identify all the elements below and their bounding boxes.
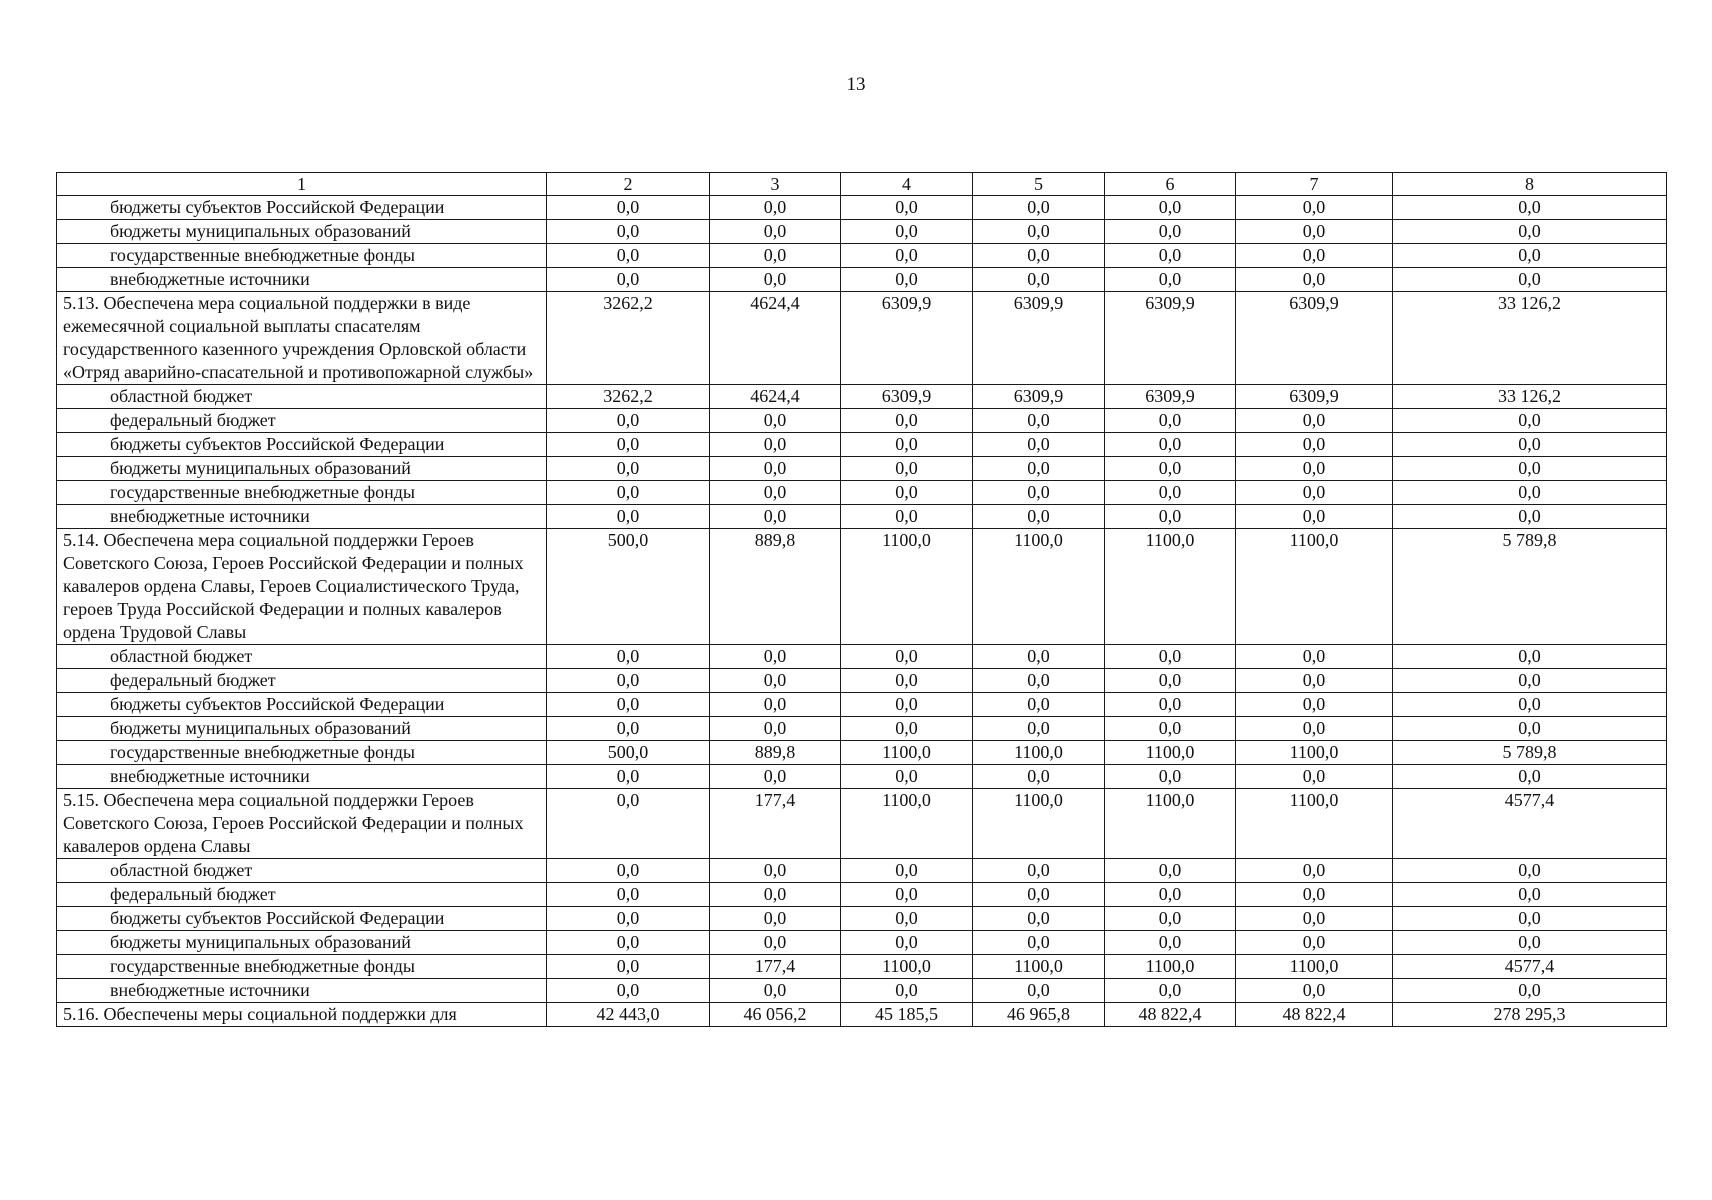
value-cell: 1100,0: [973, 789, 1105, 859]
value-cell: 0,0: [973, 220, 1105, 244]
value-cell: 0,0: [1236, 645, 1393, 669]
value-cell: 0,0: [1236, 433, 1393, 457]
column-number-row: [57, 173, 1667, 196]
value-cell: 0,0: [841, 907, 973, 931]
value-cell: 0,0: [1105, 883, 1236, 907]
value-cell: 0,0: [1105, 979, 1236, 1003]
funding-source-row: [57, 669, 1667, 693]
funding-source-row: [57, 717, 1667, 741]
value-cell: 0,0: [1236, 409, 1393, 433]
value-cell: 0,0: [841, 220, 973, 244]
value-cell: 0,0: [1393, 433, 1667, 457]
value-cell: 0,0: [547, 457, 710, 481]
column-number-cell: 8: [1393, 173, 1667, 196]
value-cell: 0,0: [710, 669, 841, 693]
value-cell: 0,0: [547, 268, 710, 292]
value-cell: 177,4: [710, 955, 841, 979]
value-cell: 0,0: [710, 765, 841, 789]
value-cell: 1100,0: [841, 741, 973, 765]
value-cell: 0,0: [547, 883, 710, 907]
value-cell: 0,0: [1236, 883, 1393, 907]
value-cell: 0,0: [1236, 244, 1393, 268]
value-cell: 0,0: [1236, 765, 1393, 789]
value-cell: 0,0: [1393, 645, 1667, 669]
funding-source-label: государственные внебюджетные фонды: [57, 244, 547, 268]
value-cell: 0,0: [973, 268, 1105, 292]
value-cell: 889,8: [710, 741, 841, 765]
value-cell: 0,0: [1393, 717, 1667, 741]
value-cell: 0,0: [841, 481, 973, 505]
value-cell: 0,0: [841, 765, 973, 789]
value-cell: 0,0: [1393, 220, 1667, 244]
value-cell: 0,0: [710, 645, 841, 669]
value-cell: 0,0: [1105, 505, 1236, 529]
funding-source-label: государственные внебюджетные фонды: [57, 955, 547, 979]
value-cell: 0,0: [1105, 693, 1236, 717]
measure-description: 5.14. Обеспечена мера социальной поддержки Героев Советского Союза, Героев Российской Федерации и полных кавалеров ордена Славы, Героев Социалистического Труда, героев Труда Российской Федерации и полных кавалеров ордена Трудовой Славы: [57, 529, 547, 645]
value-cell: 0,0: [710, 979, 841, 1003]
value-cell: 1100,0: [973, 955, 1105, 979]
value-cell: 0,0: [1105, 409, 1236, 433]
value-cell: 0,0: [1393, 196, 1667, 220]
value-cell: 0,0: [841, 717, 973, 741]
funding-source-label: внебюджетные источники: [57, 268, 547, 292]
value-cell: 0,0: [1105, 196, 1236, 220]
value-cell: 0,0: [710, 244, 841, 268]
value-cell: 0,0: [973, 409, 1105, 433]
funding-source-row: [57, 693, 1667, 717]
funding-source-row: [57, 220, 1667, 244]
value-cell: 0,0: [1393, 883, 1667, 907]
column-number-cell: 1: [57, 173, 547, 196]
value-cell: 0,0: [547, 244, 710, 268]
value-cell: 0,0: [1393, 409, 1667, 433]
value-cell: 1100,0: [1236, 529, 1393, 645]
budget-table: [56, 172, 1667, 1027]
value-cell: 0,0: [547, 859, 710, 883]
value-cell: 0,0: [841, 505, 973, 529]
value-cell: 46 965,8: [973, 1003, 1105, 1027]
funding-source-row: [57, 645, 1667, 669]
value-cell: 0,0: [1236, 907, 1393, 931]
funding-source-label: федеральный бюджет: [57, 409, 547, 433]
value-cell: 0,0: [547, 693, 710, 717]
value-cell: 0,0: [1105, 859, 1236, 883]
value-cell: 0,0: [973, 693, 1105, 717]
value-cell: 0,0: [710, 931, 841, 955]
value-cell: 0,0: [1236, 481, 1393, 505]
value-cell: 0,0: [1105, 433, 1236, 457]
column-number-cell: 7: [1236, 173, 1393, 196]
funding-source-label: бюджеты субъектов Российской Федерации: [57, 196, 547, 220]
funding-source-label: бюджеты муниципальных образований: [57, 931, 547, 955]
value-cell: 0,0: [841, 433, 973, 457]
value-cell: 0,0: [841, 669, 973, 693]
value-cell: 0,0: [1236, 717, 1393, 741]
value-cell: 0,0: [1393, 244, 1667, 268]
value-cell: 0,0: [710, 268, 841, 292]
funding-source-row: [57, 955, 1667, 979]
funding-source-row: [57, 859, 1667, 883]
value-cell: 6309,9: [1105, 292, 1236, 385]
funding-source-label: бюджеты муниципальных образований: [57, 220, 547, 244]
value-cell: 5 789,8: [1393, 529, 1667, 645]
value-cell: 0,0: [1393, 505, 1667, 529]
funding-source-row: [57, 883, 1667, 907]
measure-row: [57, 292, 1667, 385]
value-cell: 0,0: [1393, 669, 1667, 693]
funding-source-label: бюджеты субъектов Российской Федерации: [57, 693, 547, 717]
value-cell: 0,0: [1105, 645, 1236, 669]
value-cell: 0,0: [1105, 931, 1236, 955]
value-cell: 1100,0: [973, 529, 1105, 645]
funding-source-label: бюджеты муниципальных образований: [57, 717, 547, 741]
value-cell: 33 126,2: [1393, 385, 1667, 409]
value-cell: 0,0: [547, 955, 710, 979]
value-cell: 0,0: [547, 765, 710, 789]
value-cell: 33 126,2: [1393, 292, 1667, 385]
funding-source-row: [57, 979, 1667, 1003]
value-cell: 3262,2: [547, 292, 710, 385]
value-cell: 0,0: [1105, 669, 1236, 693]
value-cell: 0,0: [1105, 268, 1236, 292]
value-cell: 0,0: [841, 409, 973, 433]
value-cell: 1100,0: [1236, 789, 1393, 859]
value-cell: 0,0: [547, 907, 710, 931]
value-cell: 0,0: [973, 717, 1105, 741]
funding-source-label: областной бюджет: [57, 645, 547, 669]
value-cell: 0,0: [710, 457, 841, 481]
value-cell: 0,0: [1105, 765, 1236, 789]
value-cell: 0,0: [841, 931, 973, 955]
value-cell: 0,0: [841, 645, 973, 669]
value-cell: 4624,4: [710, 292, 841, 385]
value-cell: 0,0: [710, 433, 841, 457]
value-cell: 0,0: [547, 789, 710, 859]
funding-source-row: [57, 907, 1667, 931]
funding-source-label: бюджеты субъектов Российской Федерации: [57, 907, 547, 931]
value-cell: 6309,9: [973, 385, 1105, 409]
value-cell: 1100,0: [1105, 955, 1236, 979]
value-cell: 0,0: [547, 220, 710, 244]
value-cell: 0,0: [841, 244, 973, 268]
funding-source-label: внебюджетные источники: [57, 765, 547, 789]
funding-source-label: бюджеты муниципальных образований: [57, 457, 547, 481]
value-cell: 0,0: [1105, 220, 1236, 244]
value-cell: 0,0: [973, 196, 1105, 220]
measure-row: [57, 789, 1667, 859]
value-cell: 6309,9: [1105, 385, 1236, 409]
value-cell: 1100,0: [973, 741, 1105, 765]
funding-source-row: [57, 457, 1667, 481]
value-cell: 0,0: [1105, 717, 1236, 741]
value-cell: 0,0: [1236, 931, 1393, 955]
value-cell: 0,0: [710, 883, 841, 907]
value-cell: 0,0: [1393, 765, 1667, 789]
value-cell: 0,0: [710, 717, 841, 741]
value-cell: 0,0: [1393, 979, 1667, 1003]
value-cell: 0,0: [710, 220, 841, 244]
value-cell: 48 822,4: [1105, 1003, 1236, 1027]
value-cell: 1100,0: [841, 789, 973, 859]
value-cell: 0,0: [1236, 979, 1393, 1003]
value-cell: 0,0: [841, 883, 973, 907]
value-cell: 1100,0: [841, 529, 973, 645]
value-cell: 0,0: [547, 433, 710, 457]
funding-source-row: [57, 741, 1667, 765]
measure-description: 5.15. Обеспечена мера социальной поддержки Героев Советского Союза, Героев Российской Федерации и полных кавалеров ордена Славы: [57, 789, 547, 859]
value-cell: 0,0: [841, 268, 973, 292]
column-number-cell: 2: [547, 173, 710, 196]
value-cell: 0,0: [547, 505, 710, 529]
value-cell: 0,0: [973, 765, 1105, 789]
value-cell: 0,0: [1105, 457, 1236, 481]
value-cell: 0,0: [841, 196, 973, 220]
value-cell: 0,0: [1105, 907, 1236, 931]
value-cell: 0,0: [1236, 457, 1393, 481]
value-cell: 0,0: [1236, 505, 1393, 529]
value-cell: 0,0: [710, 196, 841, 220]
funding-source-row: [57, 385, 1667, 409]
column-number-cell: 4: [841, 173, 973, 196]
value-cell: 1100,0: [1105, 741, 1236, 765]
value-cell: 0,0: [710, 505, 841, 529]
value-cell: 0,0: [547, 979, 710, 1003]
value-cell: 0,0: [1393, 481, 1667, 505]
value-cell: 0,0: [841, 693, 973, 717]
funding-source-row: [57, 268, 1667, 292]
funding-source-row: [57, 244, 1667, 268]
funding-source-row: [57, 505, 1667, 529]
value-cell: 0,0: [710, 693, 841, 717]
column-number-cell: 6: [1105, 173, 1236, 196]
value-cell: 500,0: [547, 529, 710, 645]
value-cell: 0,0: [1393, 931, 1667, 955]
value-cell: 6309,9: [841, 385, 973, 409]
value-cell: 0,0: [710, 481, 841, 505]
value-cell: 0,0: [1236, 268, 1393, 292]
value-cell: 1100,0: [1236, 955, 1393, 979]
value-cell: 0,0: [1105, 481, 1236, 505]
funding-source-row: [57, 765, 1667, 789]
value-cell: 0,0: [547, 645, 710, 669]
measure-row: [57, 529, 1667, 645]
funding-source-row: [57, 196, 1667, 220]
value-cell: 6309,9: [1236, 292, 1393, 385]
value-cell: 1100,0: [1236, 741, 1393, 765]
value-cell: 0,0: [1105, 244, 1236, 268]
value-cell: 4624,4: [710, 385, 841, 409]
value-cell: 0,0: [973, 931, 1105, 955]
funding-source-label: государственные внебюджетные фонды: [57, 741, 547, 765]
value-cell: 0,0: [710, 907, 841, 931]
value-cell: 0,0: [973, 669, 1105, 693]
value-cell: 0,0: [1236, 859, 1393, 883]
value-cell: 6309,9: [1236, 385, 1393, 409]
value-cell: 0,0: [547, 409, 710, 433]
value-cell: 1100,0: [1105, 529, 1236, 645]
value-cell: 889,8: [710, 529, 841, 645]
value-cell: 0,0: [1236, 220, 1393, 244]
funding-source-row: [57, 481, 1667, 505]
value-cell: 278 295,3: [1393, 1003, 1667, 1027]
value-cell: 0,0: [973, 979, 1105, 1003]
page-number: 13: [846, 74, 866, 95]
value-cell: 0,0: [1393, 859, 1667, 883]
value-cell: 0,0: [1393, 457, 1667, 481]
value-cell: 0,0: [841, 859, 973, 883]
funding-source-row: [57, 931, 1667, 955]
value-cell: 0,0: [973, 645, 1105, 669]
value-cell: 177,4: [710, 789, 841, 859]
measure-description: 5.13. Обеспечена мера социальной поддержки в виде ежемесячной социальной выплаты спасателям государственного казенного учреждения Орловской области «Отряд аварийно-спасательной и противопожарной службы»: [57, 292, 547, 385]
value-cell: 0,0: [710, 409, 841, 433]
value-cell: 46 056,2: [710, 1003, 841, 1027]
value-cell: 0,0: [973, 457, 1105, 481]
funding-source-row: [57, 433, 1667, 457]
value-cell: 0,0: [973, 883, 1105, 907]
value-cell: 0,0: [973, 433, 1105, 457]
value-cell: 0,0: [973, 505, 1105, 529]
value-cell: 0,0: [547, 931, 710, 955]
value-cell: 0,0: [547, 717, 710, 741]
value-cell: 45 185,5: [841, 1003, 973, 1027]
measure-row: [57, 1003, 1667, 1027]
funding-source-label: государственные внебюджетные фонды: [57, 481, 547, 505]
value-cell: 0,0: [1393, 268, 1667, 292]
value-cell: 5 789,8: [1393, 741, 1667, 765]
value-cell: 0,0: [1393, 907, 1667, 931]
value-cell: 4577,4: [1393, 789, 1667, 859]
value-cell: 500,0: [547, 741, 710, 765]
value-cell: 42 443,0: [547, 1003, 710, 1027]
funding-source-label: областной бюджет: [57, 385, 547, 409]
column-number-cell: 3: [710, 173, 841, 196]
value-cell: 0,0: [841, 979, 973, 1003]
value-cell: 0,0: [1236, 196, 1393, 220]
funding-source-row: [57, 409, 1667, 433]
measure-description: 5.16. Обеспечены меры социальной поддержки для: [57, 1003, 547, 1027]
column-number-cell: 5: [973, 173, 1105, 196]
funding-source-label: внебюджетные источники: [57, 505, 547, 529]
value-cell: 0,0: [547, 481, 710, 505]
value-cell: 0,0: [1236, 669, 1393, 693]
value-cell: 0,0: [973, 244, 1105, 268]
value-cell: 48 822,4: [1236, 1003, 1393, 1027]
funding-source-label: федеральный бюджет: [57, 883, 547, 907]
funding-source-label: внебюджетные источники: [57, 979, 547, 1003]
funding-source-label: областной бюджет: [57, 859, 547, 883]
value-cell: 0,0: [841, 457, 973, 481]
funding-source-label: бюджеты субъектов Российской Федерации: [57, 433, 547, 457]
value-cell: 0,0: [547, 196, 710, 220]
value-cell: 0,0: [547, 669, 710, 693]
value-cell: 0,0: [973, 481, 1105, 505]
value-cell: 6309,9: [841, 292, 973, 385]
value-cell: 0,0: [1236, 693, 1393, 717]
value-cell: 0,0: [710, 859, 841, 883]
value-cell: 4577,4: [1393, 955, 1667, 979]
value-cell: 1100,0: [841, 955, 973, 979]
value-cell: 0,0: [973, 907, 1105, 931]
value-cell: 0,0: [1393, 693, 1667, 717]
funding-source-label: федеральный бюджет: [57, 669, 547, 693]
value-cell: 0,0: [973, 859, 1105, 883]
value-cell: 1100,0: [1105, 789, 1236, 859]
value-cell: 6309,9: [973, 292, 1105, 385]
value-cell: 3262,2: [547, 385, 710, 409]
